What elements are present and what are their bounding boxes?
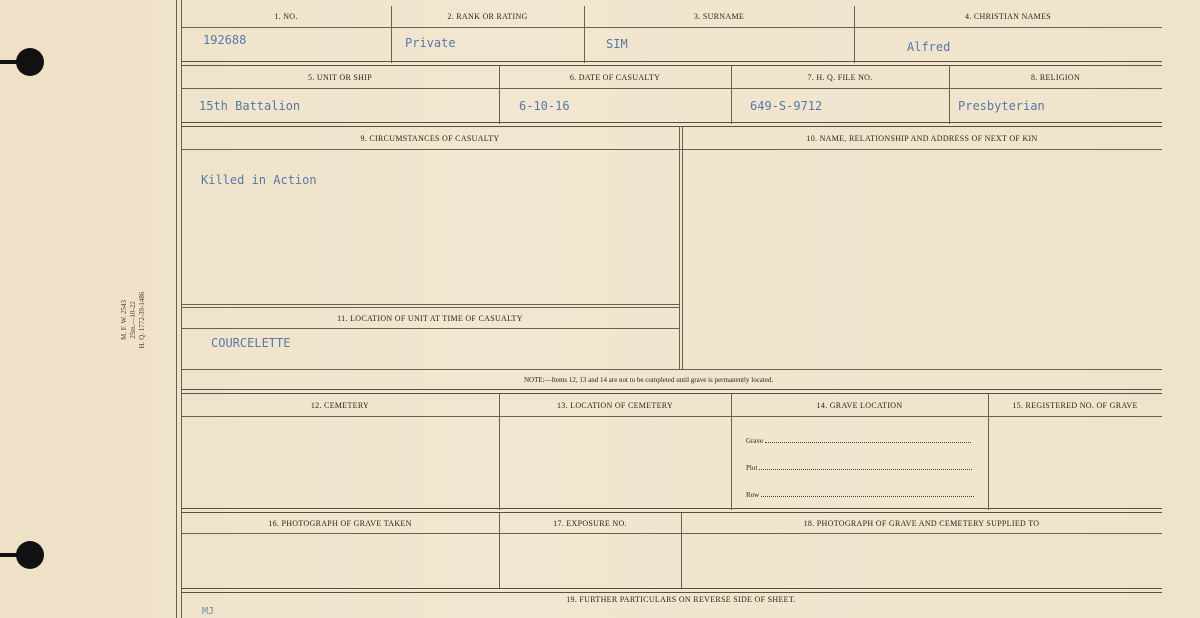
clerk-initials: MJ xyxy=(202,606,215,617)
location-top-rule-2 xyxy=(181,307,679,308)
punch-hole-top-line xyxy=(0,60,22,64)
exposure-no-label: 17. EXPOSURE NO. xyxy=(553,519,627,528)
note-bottom-rule xyxy=(181,389,1162,394)
plot-field-dots xyxy=(759,469,972,470)
grave-location-label: 14. GRAVE LOCATION xyxy=(816,401,903,410)
hq-file-value: 649-S-9712 xyxy=(750,99,823,113)
row3-header-rule xyxy=(181,149,1162,150)
frame-left-outer xyxy=(176,0,177,618)
row4-bottom-rule xyxy=(181,508,1162,513)
surname-label: 3. SURNAME xyxy=(693,12,745,21)
note-top-rule xyxy=(181,369,1162,370)
printer-note-line-3: H. Q. 1772-39-1486 xyxy=(138,291,146,349)
row3-divider-inner xyxy=(682,126,683,369)
grave-field-label: Grave xyxy=(746,437,764,445)
registered-no-label: 15. REGISTERED NO. OF GRAVE xyxy=(1012,401,1138,410)
plot-field xyxy=(746,464,972,472)
row2-header-rule xyxy=(181,88,1162,89)
punch-hole-bottom-line xyxy=(0,553,22,557)
circumstances-label: 9. CIRCUMSTANCES OF CASUALTY xyxy=(360,134,500,143)
service-number: 192688 xyxy=(203,33,247,47)
unit-label: 5. UNIT OR SHIP xyxy=(308,73,372,82)
row-field xyxy=(746,491,974,499)
religion-label: 8. RELIGION xyxy=(1030,73,1081,82)
next-of-kin-label: 10. NAME, RELATIONSHIP AND ADDRESS OF NEXT OF KIN xyxy=(806,134,1038,143)
row1-header-rule xyxy=(181,27,1162,28)
rank-value: Private xyxy=(405,36,456,50)
row5-header-rule xyxy=(181,533,1162,534)
religion-value: Presbyterian xyxy=(958,99,1045,113)
row4-divider-1 xyxy=(499,394,500,510)
location-of-unit-value: COURCELETTE xyxy=(211,336,291,350)
further-particulars-label: 19. FURTHER PARTICULARS ON REVERSE SIDE OF SHEET. xyxy=(566,595,796,604)
location-header-rule xyxy=(181,328,679,329)
plot-field-label: Plot xyxy=(746,464,758,472)
date-value: 6-10-16 xyxy=(519,99,570,113)
row4-header-rule xyxy=(181,416,1162,417)
row1-bottom-rule xyxy=(181,61,1162,66)
grave-field-dots xyxy=(765,442,971,443)
location-of-cemetery-label: 13. LOCATION OF CEMETERY xyxy=(556,401,674,410)
location-of-unit-label: 11. LOCATION OF UNIT AT TIME OF CASUALTY xyxy=(337,314,523,323)
christian-names-value: Alfred xyxy=(907,40,951,54)
printer-note-line-2: 25m.—10-22 xyxy=(129,301,137,339)
row-field-dots xyxy=(761,496,974,497)
row3-divider xyxy=(679,126,680,369)
surname-value: SIM xyxy=(606,37,628,51)
printer-note-line-1: M. F. W. 2543 xyxy=(120,300,128,340)
hq-file-label: 7. H. Q. FILE NO. xyxy=(807,73,873,82)
location-top-rule xyxy=(181,304,679,305)
row4-divider-3 xyxy=(988,394,989,510)
unit-value: 15th Battalion xyxy=(199,99,301,113)
further-top-rule xyxy=(181,588,1162,593)
cemetery-label: 12. CEMETERY xyxy=(310,401,370,410)
no-label: 1. NO. xyxy=(274,12,298,21)
note-text: NOTE:—Items 12, 13 and 14 are not to be completed until grave is permanently located. xyxy=(524,376,774,384)
date-label: 6. DATE OF CASUALTY xyxy=(569,73,661,82)
rank-label: 2. RANK OR RATING xyxy=(447,12,528,21)
photograph-supplied-label: 18. PHOTOGRAPH OF GRAVE AND CEMETERY SUPPLIED TO xyxy=(803,519,1040,528)
row2-bottom-rule xyxy=(181,122,1162,127)
photograph-taken-label: 16. PHOTOGRAPH OF GRAVE TAKEN xyxy=(268,519,412,528)
row-field-label: Row xyxy=(746,491,760,499)
christian-names-label: 4. CHRISTIAN NAMES xyxy=(964,12,1052,21)
grave-field xyxy=(746,437,971,445)
row4-divider-2 xyxy=(731,394,732,510)
circumstances-value: Killed in Action xyxy=(201,173,317,187)
